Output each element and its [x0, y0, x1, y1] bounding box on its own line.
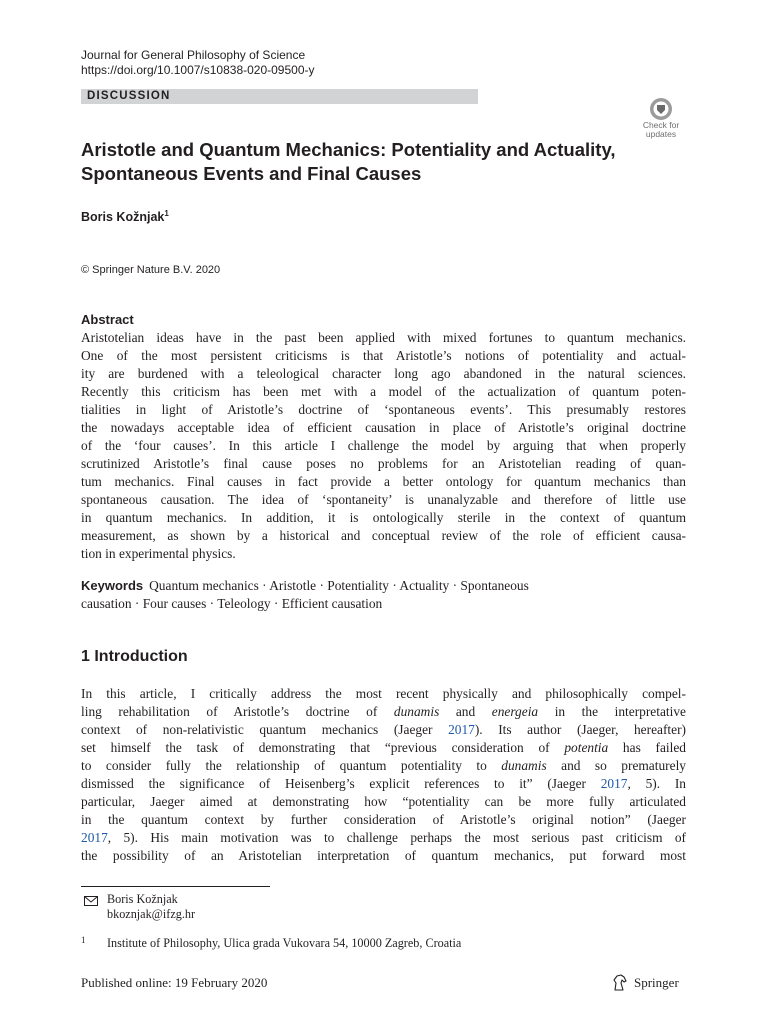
journal-name: Journal for General Philosophy of Science — [81, 48, 306, 62]
abstract-line: in quantum mechanics. In addition, it is ontologically sterile in the context of quantum — [81, 510, 686, 525]
springer-horse-icon — [612, 974, 628, 991]
abstract-body — [81, 329, 686, 563]
intro-line: to consider fully the relationship of quantum potentiality to dunamis and so prematurely — [81, 758, 686, 773]
abstract-line: Recently this criticism has been met with a model of the actualization of quantum poten- — [81, 384, 686, 399]
term-potentia: potentia — [564, 740, 609, 755]
abstract-line: scrutinized Aristotle’s final cause poses no problems for an Aristotelian reading of quan- — [81, 456, 686, 471]
keywords-line-1: Quantum mechanics · Aristotle · Potentiality · Actuality · Spontaneous — [149, 578, 529, 593]
published-date: Published online: 19 February 2020 — [81, 975, 268, 990]
keywords-line-2: causation · Four causes · Teleology · Efficient causation — [81, 596, 383, 611]
abstract-heading: Abstract — [81, 312, 134, 327]
abstract-line: tialities in light of Aristotle’s doctrine of ‘spontaneous events’. This presumably restores — [81, 402, 686, 417]
intro-line: context of non-relativistic quantum mechanics (Jaeger 2017). Its author (Jaeger, hereafter) — [81, 722, 687, 737]
check-for-updates-badge[interactable] — [636, 97, 686, 141]
publisher-name: Springer — [634, 975, 679, 990]
check-updates-line2: updates — [645, 129, 677, 139]
term-dunamis: dunamis — [393, 704, 440, 719]
footnote-divider — [81, 886, 270, 887]
keywords-label: Keywords — [81, 578, 144, 593]
intro-line: 2017, 5). His main motivation was to challenge perhaps the most serious past criticism of — [81, 830, 686, 845]
intro-line: particular, Jaeger aimed at demonstrating how “potentiality can be more fully articulated — [81, 794, 686, 809]
check-updates-line1: Check for — [642, 120, 680, 130]
abstract-line: One of the most persistent criticisms is that Aristotle’s notions of potentiality and actual- — [81, 348, 686, 363]
intro-line: set himself the task of demonstrating that “previous consideration of potentia has failed — [81, 740, 686, 755]
section-bar — [81, 89, 478, 104]
abstract-line: spontaneous causation. The idea of ‘spontaneity’ is unanalyzable and therefore of little use — [81, 492, 686, 507]
contact-email[interactable]: bkoznjak@ifzg.hr — [107, 907, 196, 921]
citation-link[interactable]: 2017 — [600, 776, 628, 791]
abstract-line: ity are burdened with a teleological character long ago abandoned in the natural sciences. — [81, 366, 686, 381]
article-title — [81, 138, 641, 186]
author-affil-mark: 1 — [164, 209, 169, 218]
abstract-line: of the ‘four causes’. In this article I challenge the model by arguing that when properly — [81, 438, 686, 453]
citation-link[interactable]: 2017 — [448, 722, 475, 737]
abstract-line: Aristotelian ideas have in the past been applied with mixed fortunes to quantum mechanics. — [81, 330, 686, 345]
title-line-2: Spontaneous Events and Final Causes — [81, 163, 422, 184]
copyright: © Springer Nature B.V. 2020 — [81, 264, 221, 276]
author-name: Boris Kožnjak — [81, 210, 165, 225]
citation-link[interactable]: 2017 — [81, 830, 108, 845]
title-line-1: Aristotle and Quantum Mechanics: Potentiality and Actuality, — [81, 139, 616, 160]
abstract-line: tum mechanics. Final causes in fact provide a better ontology for quantum mechanics than — [81, 474, 686, 489]
affiliation-number: 1 — [81, 935, 86, 945]
intro-line: dismissed the significance of Heisenberg’s explicit references to it” (Jaeger 2017, 5). In — [81, 776, 686, 791]
abstract-line: measurement, as shown by a historical and conceptual review of the role of efficient causa- — [81, 528, 686, 543]
intro-line: in the quantum context by further consideration of Aristotle’s original notion” (Jaeger — [81, 812, 686, 827]
section-label: DISCUSSION — [87, 90, 171, 102]
term-dunamis: dunamis — [501, 758, 547, 773]
author — [81, 209, 169, 224]
contact-name: Boris Kožnjak — [107, 892, 178, 906]
introduction-body — [81, 685, 686, 865]
keywords — [81, 577, 529, 613]
section-heading: 1 Introduction — [81, 648, 188, 665]
envelope-icon — [84, 896, 98, 906]
journal-header — [81, 48, 315, 78]
intro-line: the possibility of an Aristotelian interpretation of quantum mechanics, put forward most — [81, 848, 686, 863]
affiliation: Institute of Philosophy, Ulica grada Vukovara 54, 10000 Zagreb, Croatia — [107, 936, 462, 950]
doi-link[interactable]: https://doi.org/10.1007/s10838-020-09500-y — [81, 63, 315, 77]
intro-line: ling rehabilitation of Aristotle’s doctrine of dunamis and energeia in the interpretative — [81, 704, 686, 719]
intro-line: In this article, I critically address the most recent physically and philosophically compel- — [81, 686, 686, 701]
abstract-line: tion in experimental physics. — [81, 546, 236, 561]
term-energeia: energeia — [491, 704, 539, 719]
abstract-line: the nowadays acceptable idea of efficient causation in place of Aristotle’s original doctrine — [81, 420, 686, 435]
